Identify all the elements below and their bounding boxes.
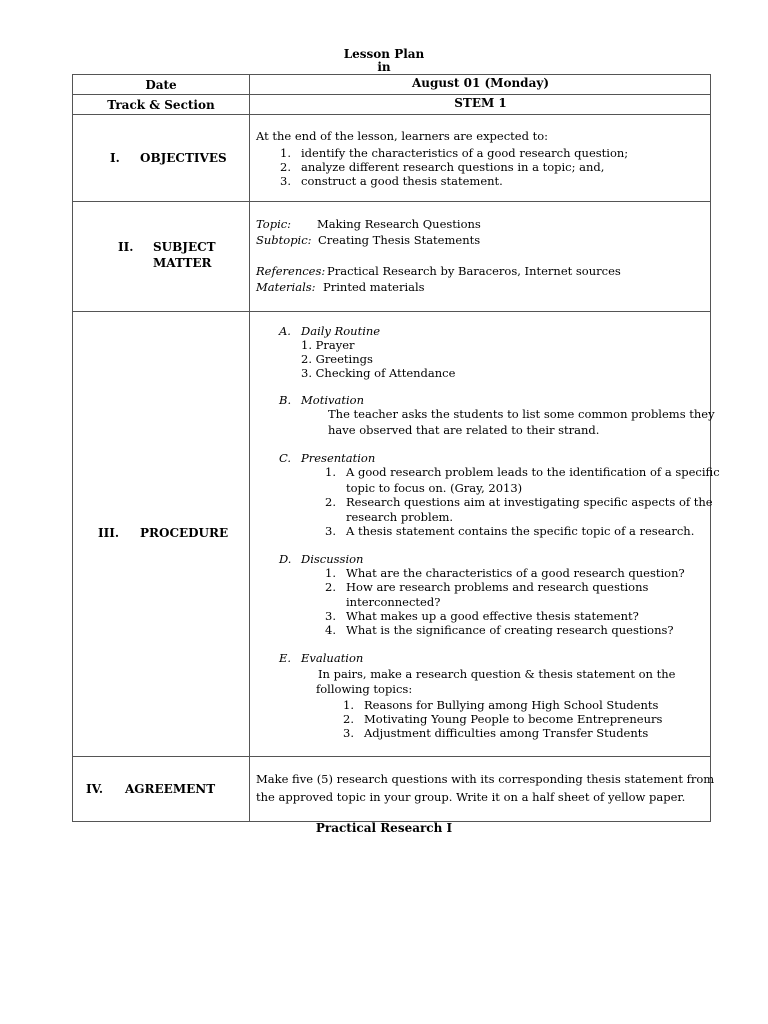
subject-number: II. (118, 240, 134, 254)
list-item: analyze different research questions in a topic; and, (301, 160, 605, 174)
document-title-in: in (377, 60, 391, 74)
list-item-number: 1. (325, 465, 336, 479)
track-value: STEM 1 (454, 96, 507, 110)
document-footer-title: Practical Research I (315, 821, 453, 835)
lesson-plan-table (72, 74, 720, 822)
objectives-label: OBJECTIVES (140, 151, 227, 165)
list-item: 3. Checking of Attendance (301, 366, 456, 380)
section-title: Presentation (301, 451, 376, 465)
list-item-number: 2. (325, 580, 336, 594)
subtopic-key: Subtopic: (256, 233, 312, 247)
objectives-number: I. (110, 151, 120, 165)
list-item: topic to focus on. (Gray, 2013) (346, 481, 523, 495)
list-item: What makes up a good effective thesis statement? (346, 609, 639, 623)
table-row (73, 757, 711, 822)
list-item-number: 2. (280, 160, 291, 174)
section-letter: C. (279, 451, 292, 465)
list-item: A thesis statement contains the specific topic of a research. (346, 524, 695, 538)
agreement-text-2: the approved topic in your group. Write it on a half sheet of yellow paper. (256, 790, 686, 804)
list-item-number: 1. (280, 146, 291, 160)
section-letter: B. (279, 393, 292, 407)
list-item: interconnected? (346, 595, 441, 609)
motivation-text-2: have observed that are related to their strand. (328, 423, 600, 437)
section-title: Motivation (301, 393, 364, 407)
list-item: Reasons for Bullying among High School Students (364, 698, 659, 712)
document-title: Lesson Plan (343, 47, 425, 61)
section-letter: E. (279, 651, 292, 665)
evaluation-text-2: following topics: (316, 682, 413, 696)
list-item: Research questions aim at investigating specific aspects of the (346, 495, 713, 509)
date-value: August 01 (Monday) (411, 76, 549, 90)
procedure-number: III. (98, 526, 120, 540)
table-row (73, 115, 711, 202)
agreement-number: IV. (86, 782, 104, 796)
section-title: Discussion (301, 552, 364, 566)
list-item: What are the characteristics of a good research question? (346, 566, 685, 580)
procedure-label: PROCEDURE (140, 526, 229, 540)
list-item: A good research problem leads to the identification of a specific (346, 465, 720, 479)
table-row (73, 202, 711, 312)
section-title: Evaluation (301, 651, 364, 665)
list-item: construct a good thesis statement. (301, 174, 503, 188)
list-item-number: 2. (343, 712, 354, 726)
agreement-label: AGREEMENT (125, 782, 216, 796)
list-item-number: 4. (325, 623, 336, 637)
table-row (73, 312, 711, 757)
list-item: 2. Greetings (301, 352, 373, 366)
list-item-number: 2. (325, 495, 336, 509)
subject-label: SUBJECT (153, 240, 216, 254)
list-item-number: 1. (343, 698, 354, 712)
list-item-number: 1. (325, 566, 336, 580)
list-item-number: 3. (325, 609, 336, 623)
track-label: Track & Section (107, 98, 215, 112)
section-letter: A. (279, 324, 291, 338)
materials-key: Materials: (256, 280, 316, 294)
list-item: research problem. (346, 510, 454, 524)
list-item: How are research problems and research questions (346, 580, 649, 594)
section-letter: D. (279, 552, 292, 566)
list-item: 1. Prayer (301, 338, 355, 352)
list-item-number: 3. (343, 726, 354, 740)
date-label: Date (145, 78, 177, 92)
references-value: Practical Research by Baraceros, Internet sources (327, 264, 621, 278)
list-item: identify the characteristics of a good research question; (301, 146, 629, 160)
objectives-intro: At the end of the lesson, learners are expected to: (256, 129, 549, 143)
table-row (73, 75, 711, 95)
table-row (73, 95, 711, 115)
topic-value: Making Research Questions (317, 217, 481, 231)
evaluation-text: In pairs, make a research question & thesis statement on the (318, 667, 676, 681)
subtopic-value: Creating Thesis Statements (318, 233, 481, 247)
materials-value: Printed materials (323, 280, 425, 294)
list-item-number: 3. (325, 524, 336, 538)
subject-label-2: MATTER (153, 256, 212, 270)
list-item: Motivating Young People to become Entrepreneurs (364, 712, 663, 726)
list-item-number: 3. (280, 174, 291, 188)
topic-key: Topic: (256, 217, 292, 231)
section-title: Daily Routine (301, 324, 381, 338)
list-item: Adjustment difficulties among Transfer Students (364, 726, 649, 740)
agreement-text: Make five (5) research questions with its corresponding thesis statement from (256, 772, 715, 786)
references-key: References: (256, 264, 326, 278)
list-item: What is the significance of creating research questions? (346, 623, 674, 637)
motivation-text: The teacher asks the students to list some common problems they (328, 407, 715, 421)
